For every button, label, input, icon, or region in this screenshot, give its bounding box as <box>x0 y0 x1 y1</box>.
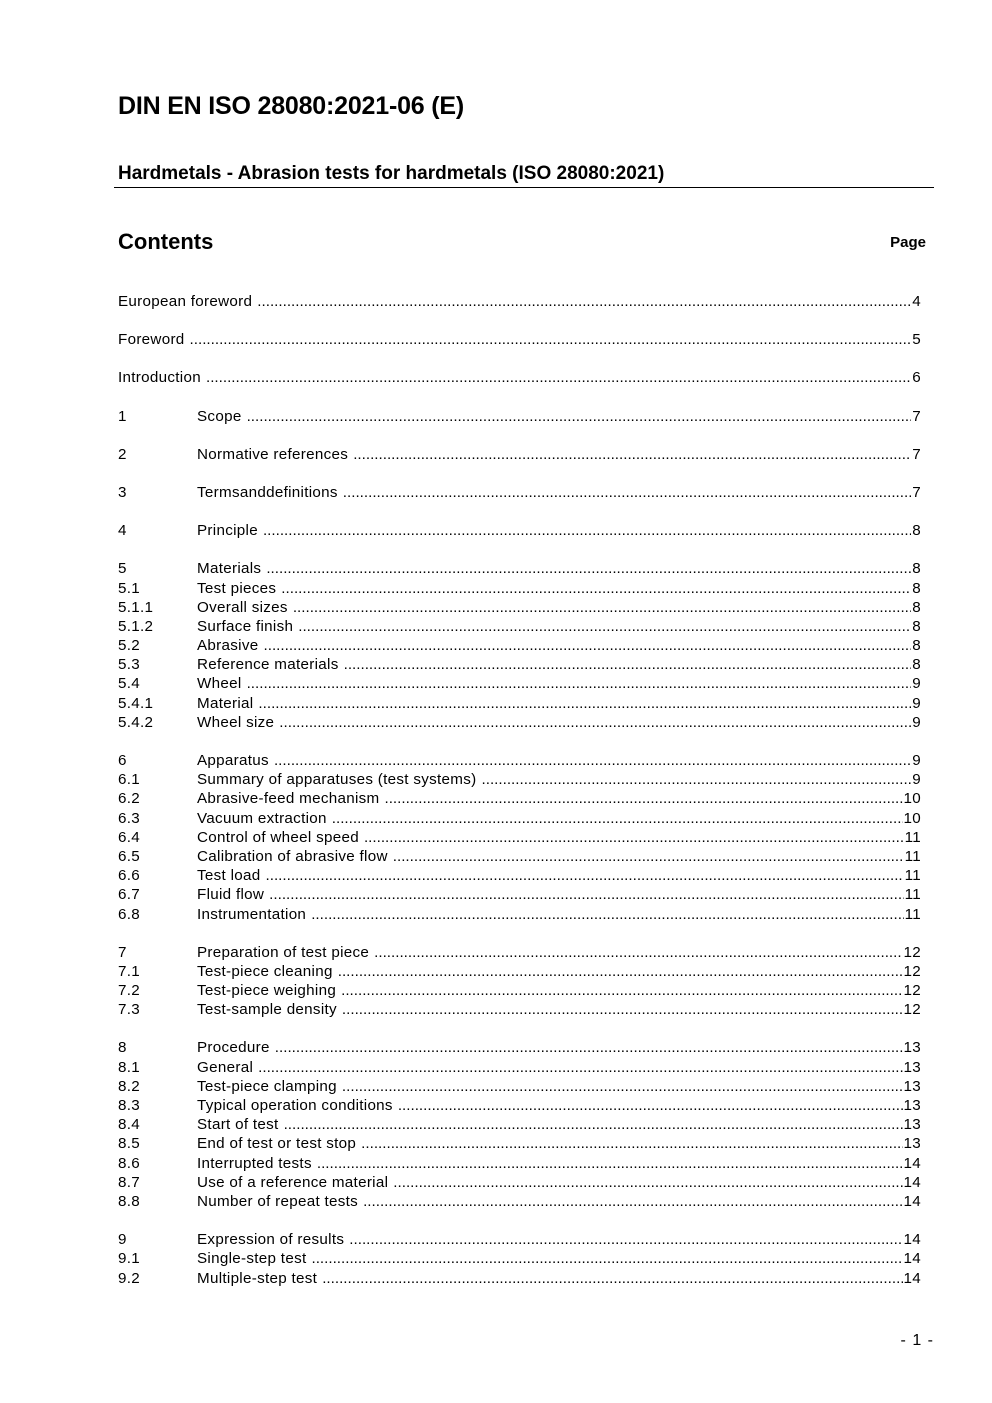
toc-entry-number: 8.3 <box>118 1097 141 1114</box>
toc-entry[interactable] <box>118 751 921 770</box>
toc-entry-page: 10 <box>903 790 921 808</box>
dot-leader <box>374 943 902 962</box>
dot-leader <box>332 809 903 828</box>
toc-entry-title: Fluid flow <box>197 886 265 904</box>
dot-leader <box>482 770 912 789</box>
toc-entry[interactable] <box>118 1192 921 1211</box>
toc-entry[interactable] <box>118 1230 921 1249</box>
toc-entry-page: 8 <box>912 579 921 597</box>
dot-leader <box>279 713 911 732</box>
toc-entry-title: Instrumentation <box>197 905 307 923</box>
dot-leader <box>190 330 912 349</box>
toc-entry-page: 11 <box>904 828 921 846</box>
toc-entry-number: 8.7 <box>118 1173 141 1191</box>
dot-leader <box>247 407 912 426</box>
toc-entry-title: Test-piece clamping <box>197 1077 337 1095</box>
dot-leader <box>311 905 903 924</box>
toc-entry-number: 3 <box>118 483 127 501</box>
toc-entry-number: 5.1.2 <box>118 617 154 635</box>
dot-leader <box>361 1134 902 1153</box>
toc-entry-title: Calibration of abrasive flow <box>197 847 388 865</box>
dot-leader <box>393 1173 902 1192</box>
toc-entry[interactable] <box>118 368 921 387</box>
dot-leader <box>343 483 911 502</box>
dot-leader <box>398 1096 903 1115</box>
toc-entry-number: 6.4 <box>118 828 141 846</box>
document-subtitle: Hardmetals - Abrasion tests for hardmetals (ISO 28080:2021) <box>118 163 665 184</box>
toc-entry-title: Procedure <box>197 1039 270 1057</box>
toc-entry-title: Interrupted tests <box>197 1154 312 1172</box>
toc-entry-title: Abrasive-feed mechanism <box>197 790 380 808</box>
dot-leader <box>344 655 912 674</box>
page-number: - 1 - <box>900 1332 934 1349</box>
toc-entry-title: Apparatus <box>197 752 269 769</box>
toc-entry[interactable] <box>118 483 921 502</box>
dot-leader <box>393 847 904 866</box>
toc-entry-title: End of test or test stop <box>197 1135 357 1153</box>
dot-leader <box>338 962 903 981</box>
toc-entry-number: 8.1 <box>118 1058 141 1076</box>
toc-entry-page: 11 <box>904 847 921 865</box>
toc-entry-page: 13 <box>903 1097 921 1114</box>
toc-entry[interactable] <box>118 847 921 866</box>
toc-entry[interactable] <box>118 407 921 426</box>
toc-entry[interactable] <box>118 694 921 713</box>
toc-entry-title: Multiple-step test <box>197 1269 318 1287</box>
toc-entry[interactable] <box>118 943 921 962</box>
toc-entry-page: 11 <box>904 867 921 885</box>
toc-entry-number: 5.4.2 <box>118 713 154 731</box>
toc-entry-title: General <box>197 1058 254 1076</box>
toc-entry-number: 5.1 <box>118 579 141 597</box>
toc-entry[interactable] <box>118 636 921 655</box>
toc-entry[interactable] <box>118 770 921 789</box>
toc-entry-page: 13 <box>903 1135 921 1153</box>
toc-entry[interactable] <box>118 866 921 885</box>
dot-leader <box>274 751 911 770</box>
toc-entry[interactable] <box>118 1173 921 1192</box>
toc-entry[interactable] <box>118 292 921 311</box>
toc-entry-number: 5.3 <box>118 656 141 674</box>
toc-entry-title: Material <box>197 694 254 712</box>
toc-entry-page: 13 <box>903 1116 921 1134</box>
toc-entry[interactable] <box>118 885 921 904</box>
toc-entry[interactable] <box>118 962 921 981</box>
toc-entry-number: 5.2 <box>118 637 141 655</box>
contents-heading: Contents <box>118 229 214 254</box>
toc-entry[interactable] <box>118 1269 921 1288</box>
toc-entry-page: 10 <box>903 809 921 827</box>
toc-entry-page: 13 <box>903 1058 921 1076</box>
toc-entry-number: 7.3 <box>118 1001 141 1019</box>
toc-entry-number: 9.1 <box>118 1250 141 1268</box>
toc-entry-page: 8 <box>912 598 921 616</box>
toc-entry[interactable] <box>118 981 921 1000</box>
toc-entry[interactable] <box>118 579 921 598</box>
toc-entry-title: Wheel size <box>197 713 275 731</box>
dot-leader <box>349 1230 902 1249</box>
toc-entry-title: Start of test <box>197 1116 279 1134</box>
toc-entry-title: Summary of apparatuses (test systems) <box>197 771 477 789</box>
dot-leader <box>264 636 912 655</box>
toc-entry-title: Principle <box>197 522 258 540</box>
toc-entry[interactable] <box>118 1154 921 1173</box>
document-title: DIN EN ISO 28080:2021-06 (E) <box>118 92 464 120</box>
dot-leader <box>322 1269 902 1288</box>
toc-entry-number: 8 <box>118 1039 127 1057</box>
toc-entry-page: 7 <box>912 445 921 463</box>
dot-leader <box>298 617 911 636</box>
toc-entry-title: Wheel <box>197 675 242 693</box>
toc-entry-page: 8 <box>912 637 921 655</box>
toc-entry-title: Foreword <box>118 331 185 349</box>
dot-leader <box>258 1058 902 1077</box>
toc-entry-number: 5.4 <box>118 675 141 693</box>
toc-entry[interactable] <box>118 1249 921 1268</box>
toc-entry-page: 14 <box>903 1269 921 1287</box>
toc-entry-page: 5 <box>912 331 921 349</box>
toc-entry-title: Typical operation conditions <box>197 1097 393 1114</box>
toc-entry-title: Number of repeat tests <box>197 1192 359 1210</box>
page-column-label: Page <box>890 234 926 251</box>
dot-leader <box>317 1154 903 1173</box>
toc-entry-page: 8 <box>912 617 921 635</box>
toc-entry-number: 6 <box>118 752 127 769</box>
dot-leader <box>384 789 902 808</box>
toc-entry-number: 8.6 <box>118 1154 141 1172</box>
toc-entry-page: 14 <box>903 1173 921 1191</box>
toc-entry-number: 6.2 <box>118 790 141 808</box>
toc-entry-title: Preparation of test piece <box>197 943 370 961</box>
toc-entry-page: 9 <box>912 752 921 769</box>
toc-entry[interactable] <box>118 674 921 693</box>
toc-entry-page: 9 <box>912 713 921 731</box>
toc-entry-title: Surface finish <box>197 617 294 635</box>
toc-entry[interactable] <box>118 1115 921 1134</box>
toc-entry-number: 8.4 <box>118 1116 141 1134</box>
toc-entry-title: Test-piece cleaning <box>197 962 333 980</box>
toc-entry-page: 9 <box>912 675 921 693</box>
toc-entry-page: 7 <box>912 483 921 501</box>
toc-entry-title: Expression of results <box>197 1231 345 1249</box>
toc-entry[interactable] <box>118 1134 921 1153</box>
toc-entry-title: Introduction <box>118 369 201 387</box>
toc-entry-number: 1 <box>118 407 127 425</box>
dot-leader <box>342 1000 903 1019</box>
toc-entry-page: 14 <box>903 1250 921 1268</box>
dot-leader <box>269 885 903 904</box>
toc-entry-title: Vacuum extraction <box>197 809 327 827</box>
dot-leader <box>353 445 911 464</box>
toc-entry-page: 11 <box>904 905 921 923</box>
toc-entry-title: Reference materials <box>197 656 339 674</box>
toc-entry[interactable] <box>118 905 921 924</box>
toc-entry-page: 7 <box>912 407 921 425</box>
toc-entry-title: Test-sample density <box>197 1001 337 1019</box>
toc-entry[interactable] <box>118 655 921 674</box>
toc-entry[interactable] <box>118 713 921 732</box>
toc-entry-title: Overall sizes <box>197 598 288 616</box>
toc-entry[interactable] <box>118 809 921 828</box>
toc-entry-page: 9 <box>912 771 921 789</box>
toc-entry-number: 5.1.1 <box>118 598 154 616</box>
dot-leader <box>293 598 911 617</box>
toc-entry-number: 8.8 <box>118 1192 141 1210</box>
toc-entry-title: Test load <box>197 867 261 885</box>
toc-entry[interactable] <box>118 1077 921 1096</box>
toc-entry-page: 12 <box>903 1001 921 1019</box>
toc-entry-number: 6.5 <box>118 847 141 865</box>
toc-entry-number: 7 <box>118 943 127 961</box>
toc-entry-page: 8 <box>912 522 921 540</box>
toc-entry-number: 6.8 <box>118 905 141 923</box>
dot-leader <box>266 559 911 578</box>
toc-entry[interactable] <box>118 617 921 636</box>
toc-entry-number: 7.2 <box>118 982 141 1000</box>
toc-entry-number: 6.1 <box>118 771 141 789</box>
toc-entry-number: 9.2 <box>118 1269 141 1287</box>
toc-entry-number: 5.4.1 <box>118 694 154 712</box>
toc-entry-number: 5 <box>118 560 127 578</box>
dot-leader <box>363 1192 902 1211</box>
toc-entry-number: 2 <box>118 445 127 463</box>
toc-entry-number: 6.6 <box>118 867 141 885</box>
toc-entry-page: 8 <box>912 560 921 578</box>
toc-entry[interactable] <box>118 1058 921 1077</box>
toc-entry-number: 7.1 <box>118 962 141 980</box>
toc-entry-title: Test-piece weighing <box>197 982 337 1000</box>
dot-leader <box>263 521 911 540</box>
toc-entry[interactable] <box>118 559 921 578</box>
dot-leader <box>364 828 904 847</box>
toc-entry[interactable] <box>118 1096 921 1115</box>
toc-entry-page: 12 <box>903 962 921 980</box>
toc-entry-number: 8.2 <box>118 1077 141 1095</box>
toc-entry-title: Use of a reference material <box>197 1173 389 1191</box>
toc-entry[interactable] <box>118 1000 921 1019</box>
dot-leader <box>311 1249 902 1268</box>
toc-entry-page: 14 <box>903 1154 921 1172</box>
toc-entry[interactable] <box>118 445 921 464</box>
toc-entry-title: Test pieces <box>197 579 277 597</box>
toc-entry-page: 13 <box>903 1077 921 1095</box>
dot-leader <box>342 1077 903 1096</box>
dot-leader <box>258 694 911 713</box>
toc-entry-page: 12 <box>903 982 921 1000</box>
dot-leader <box>247 674 912 693</box>
toc-entry-page: 14 <box>903 1231 921 1249</box>
title-underline <box>114 187 934 188</box>
toc-entry-title: European foreword <box>118 293 253 310</box>
toc-entry-title: Single-step test <box>197 1250 307 1268</box>
toc-entry-title: Termsanddefinitions <box>197 483 338 501</box>
dot-leader <box>266 866 904 885</box>
toc-entry-page: 8 <box>912 656 921 674</box>
dot-leader <box>275 1038 903 1057</box>
toc-entry-page: 12 <box>903 943 921 961</box>
toc-entry-title: Materials <box>197 560 262 578</box>
toc-entry-title: Normative references <box>197 445 349 463</box>
toc-entry-page: 11 <box>904 886 921 904</box>
toc-entry[interactable] <box>118 521 921 540</box>
toc-entry[interactable] <box>118 598 921 617</box>
toc-entry-number: 6.3 <box>118 809 141 827</box>
toc-entry-page: 14 <box>903 1192 921 1210</box>
dot-leader <box>206 368 911 387</box>
dot-leader <box>284 1115 903 1134</box>
toc-entry-number: 6.7 <box>118 886 141 904</box>
toc-entry-number: 9 <box>118 1231 127 1249</box>
toc-entry[interactable] <box>118 828 921 847</box>
dot-leader <box>257 292 911 311</box>
toc-entry[interactable] <box>118 789 921 808</box>
toc-entry-number: 8.5 <box>118 1135 141 1153</box>
toc-entry-page: 13 <box>903 1039 921 1057</box>
toc-entry[interactable] <box>118 330 921 349</box>
toc-entry-page: 4 <box>912 293 921 310</box>
toc-entry[interactable] <box>118 1038 921 1057</box>
dot-leader <box>341 981 902 1000</box>
toc-entry-title: Control of wheel speed <box>197 828 359 846</box>
toc-entry-title: Abrasive <box>197 637 259 655</box>
toc-entry-page: 6 <box>912 369 921 387</box>
table-of-contents <box>118 292 921 1288</box>
toc-entry-page: 9 <box>912 694 921 712</box>
toc-entry-title: Scope <box>197 407 242 425</box>
toc-entry-number: 4 <box>118 522 127 540</box>
dot-leader <box>281 579 911 598</box>
